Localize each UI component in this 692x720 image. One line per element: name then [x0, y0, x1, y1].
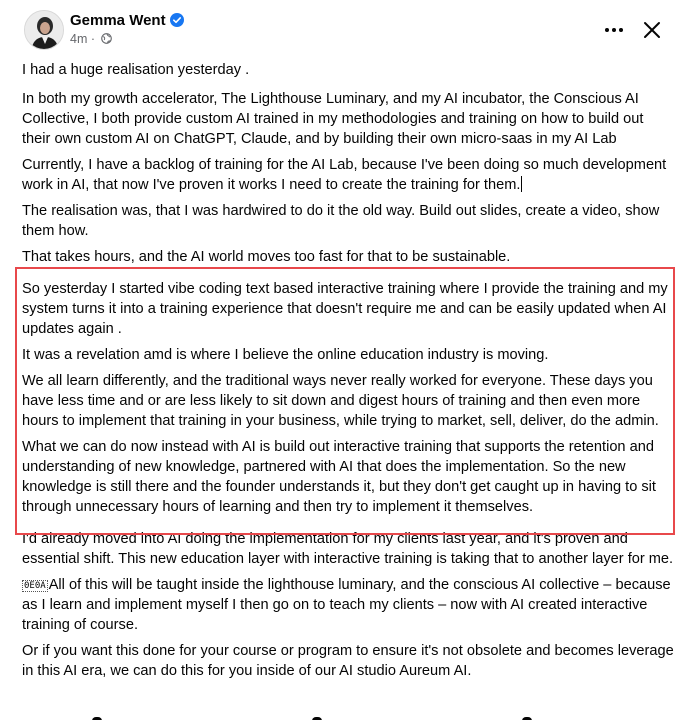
post-paragraph	[22, 155, 674, 195]
text-cursor	[521, 176, 522, 192]
close-icon[interactable]	[638, 16, 666, 44]
post-paragraph: I'd already moved into AI doing the implementation for my clients last year, and it's proven and essential shift. This new education layer with interactive training is taking that to another layer for me.	[22, 531, 674, 567]
meta-separator: ·	[90, 32, 96, 46]
post-header	[24, 10, 674, 52]
post-timestamp[interactable]: 4m	[70, 32, 88, 46]
post-paragraph: We all learn differently, and the traditional ways never really worked for everyone. These days you have less time and or are less likely to sit down and digest hours of training and then even more hours to implement that training in your business, while trying to market, sell, deliver, do the admin.	[22, 373, 659, 429]
post-paragraph: It was a revelation amd is where I believe the online education industry is moving.	[22, 347, 549, 363]
globe-icon	[101, 33, 112, 44]
verified-badge-icon	[170, 13, 184, 27]
avatar-photo	[25, 11, 64, 50]
post-paragraph: What we can do now instead with AI is build out interactive training that supports the retention and understanding of new knowledge, partnered with AI that does the implementation. So the new knowledge is still there and the founder understands it, but they don't get caught up in having to sit through unnecessary hours of learning and then try to implement it themselves.	[22, 439, 656, 515]
post-paragraph: In both my growth accelerator, The Lighthouse Luminary, and my AI incubator, the Conscious AI Collective, I both provide custom AI trained in my methodologies and training on how to build out their own custom AI on ChatGPT, Claude, and by building their own micro-saas in my AI Lab	[22, 91, 644, 147]
paragraph-text: Currently, I have a backlog of training for the AI Lab, because I've been doing so much development work in AI, that now I've proven it works I need to create the training for them.	[22, 157, 667, 193]
post-paragraph: That takes hours, and the AI world moves too fast for that to be sustainable.	[22, 249, 511, 265]
post-paragraph: The realisation was, that I was hardwired to do it the old way. Build out slides, create a video, show them how.	[22, 203, 660, 239]
post-paragraph: So yesterday I started vibe coding text based interactive training where I provide the training and my system turns it into a training experience that doesn't require me and can be easily updated when AI updates again .	[22, 281, 668, 337]
post-paragraph: I had a huge realisation yesterday .	[22, 62, 250, 78]
unrendered-glyph: 0E0A	[24, 581, 46, 591]
author-name[interactable]: Gemma Went	[70, 12, 166, 29]
more-options-icon[interactable]	[600, 16, 628, 44]
cropped-next-line	[22, 712, 672, 720]
post-meta	[70, 32, 112, 46]
post-body	[22, 60, 674, 687]
author-avatar[interactable]	[24, 10, 64, 50]
post-paragraph: Or if you want this done for your course or program to ensure it's not obsolete and becomes leverage in this AI era, we can do this for you inside of our AI studio Aureum AI.	[22, 643, 674, 679]
post-paragraph	[22, 575, 674, 635]
paragraph-text: All of this will be taught inside the lighthouse luminary, and the conscious AI collective – because as I learn and implement myself I then go on to teach my clients – now with AI created interactive training of course.	[22, 577, 671, 633]
